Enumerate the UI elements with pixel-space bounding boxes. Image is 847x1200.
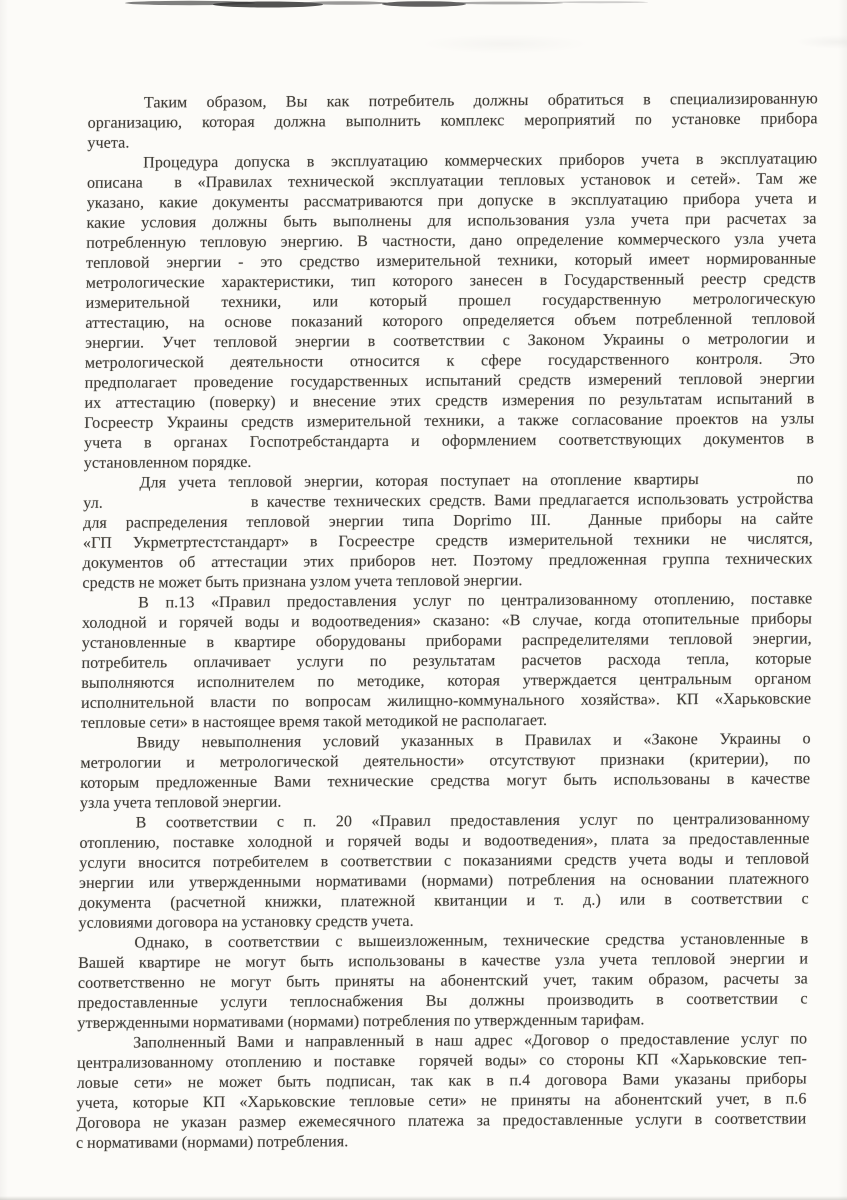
text-line: организацию, которая должна выполнить комплекс мероприятий по установке прибора (87, 110, 818, 132)
text-line: установленные в квартире оборудованы приборами распределителями тепловой энергии, (81, 630, 812, 652)
scan-bottom-edge (0, 1196, 847, 1200)
paragraph (87, 89, 818, 153)
text-line: Однако, в соответствии с вышеизложенным, технические средства установленные в (134, 930, 809, 952)
paragraph (80, 729, 811, 813)
paragraph (77, 929, 808, 1033)
text-line: выполняются исполнителем по методике, которая утверждается центральным органом (81, 670, 812, 692)
text-line: метрологические характеристики, тип которого занесен в Государственный реестр средств (85, 270, 816, 292)
text-line: метрологии и метрологической деятельности» отсутствуют признаки (критерии), по (80, 750, 811, 772)
text-line: энергии. Учет тепловой энергии в соответствии с Законом Украины о метрологии и (85, 330, 816, 352)
text-line: тепловые сети» в настоящее время такой методикой не располагает. (80, 711, 548, 732)
text-line: Таким образом, Вы как потребитель должны обратиться в специализированную (143, 90, 818, 112)
text-line: указано, какие документы рассматриваются при допуске в эксплуатацию прибора учета и (86, 190, 817, 212)
text-line: «ГП Укрметртестстандарт» в Госреестре средств измерительной техники не числятся, (82, 530, 813, 552)
text-line: измерительной техники, или который прошел государственную метрологическую (85, 290, 816, 312)
text-line: тепловой энергии - это средство измерительной техники, который имеет нормированные (85, 250, 817, 272)
text-line: ул. в качестве технических средств. Вами предлагается использовать устройства (83, 490, 814, 512)
text-line: аттестацию, на основе показаний которого определяется объем потребленной тепловой (85, 310, 816, 332)
text-line: условиями договора на установку средств учета. (78, 912, 414, 932)
paragraph (81, 589, 813, 733)
text-line: услуги вносится потребителем в соответствии с показаниями средств учета воды и тепловой (79, 850, 810, 872)
text-line: холодной и горячей воды и водоотведения» сказано: «В случае, когда отопительные приборы (81, 610, 813, 632)
paragraph (78, 809, 809, 933)
text-line: какие условия должны быть выполнены для использования узла учета при расчетах за (86, 210, 817, 232)
text-line: для распределения тепловой энергии типа Doprimo III. Данные приборы на сайте (83, 510, 814, 532)
text-line: предоставленные услуги теплоснабжения Вы должны производить в соответствии с (77, 990, 808, 1012)
text-line: Вашей квартире не могут быть использованы в качестве узла учета тепловой энергии и (78, 950, 809, 972)
text-line: отоплению, поставке холодной и горячей воды и водоотведения», плата за предоставленные (79, 830, 810, 852)
text-line: исполнительной власти по вопросам жилищно-коммунального хозяйства». КП «Харьковские (80, 690, 812, 712)
document-text (76, 89, 818, 1154)
text-line: средств не может быть признана узлом учета тепловой энергии. (82, 572, 523, 592)
text-line: документов об аттестации этих приборов нет. Поэтому предложенная группа технических (82, 550, 813, 572)
text-line: энергии или утвержденными нормативами (нормами) потребления на основании платежного (78, 870, 810, 892)
text-line: потребленную тепловую энергию. В частности, дано определение коммерческого узла учета (86, 230, 817, 252)
text-line: Заполненный Вами и направленный в наш адрес «Договор о предоставление услуг по (133, 1030, 808, 1052)
text-line: их аттестацию (поверку) и внесение этих средств измерения по результатам испытаний в (84, 390, 815, 412)
text-line: учета. (87, 134, 130, 152)
text-line: метрологической деятельности относится к сфере государственного контроля. Это (84, 350, 816, 372)
text-line: предполагает проведение государственных испытаний средств измерений тепловой энергии (84, 370, 815, 392)
text-line: соответственно не могут быть приняты на абонентский учет, таким образом, расчеты за (77, 970, 808, 992)
text-line: централизованному отоплению и поставке горячей воды» со стороны КП «Харьковские теп- (76, 1050, 808, 1072)
text-line: ловые сети» не может быть подписан, так как в п.4 договора Вами указаны приборы (76, 1070, 807, 1092)
paragraph (76, 1029, 807, 1153)
text-line: В п.13 «Правил предоставления услуг по централизованному отоплению, поставке (138, 590, 813, 612)
text-line: Для учета тепловой энергии, которая поступает на отопление квартиры по (139, 470, 814, 492)
text-line: В соответствии с п. 20 «Правил предоставления услуг по централизованному (135, 810, 810, 832)
text-line: учета в органах Госпотребстандарта и оформлением соответствующих документов в (83, 430, 815, 452)
scan-edge-artifact (0, 0, 847, 14)
text-line: Госреестр Украины средств измерительной техники, а также согласование проектов на узлы (84, 410, 815, 432)
paragraph (82, 469, 813, 593)
text-line: описана в «Правилах технической эксплуатации тепловых установок и сетей». Там же (86, 170, 818, 192)
text-line: с нормативами (нормами) потребления. (76, 1133, 349, 1152)
paragraph (84, 149, 818, 473)
text-line: Процедура допуска в эксплуатацию коммерческих приборов учета в эксплуатацию (143, 150, 818, 172)
text-line: узла учета тепловой энергии. (79, 793, 282, 812)
text-line: утвержденными нормативами (нормами) потребления по утвержденным тарифам. (77, 1011, 645, 1032)
text-line: учета, которые КП «Харьковские тепловые сети» не приняты на абонентский учет, в п.6 (76, 1090, 807, 1112)
text-line: установленном порядке. (83, 453, 252, 472)
text-line: которым предложенные Вами технические средства могут быть использованы в качестве (80, 770, 811, 792)
text-line: Договора не указан размер ежемесячного платежа за предоставленные услуги в соответствии (76, 1110, 807, 1132)
text-line: потребитель оплачивает услуги по результатам расчетов расхода тепла, которые (81, 650, 812, 672)
text-line: документа (расчетной книжки, платежной квитанции и т. д.) или в соответствии с (78, 890, 809, 912)
text-line: Ввиду невыполнения условий указанных в Правилах и «Законе Украины о (136, 730, 811, 752)
